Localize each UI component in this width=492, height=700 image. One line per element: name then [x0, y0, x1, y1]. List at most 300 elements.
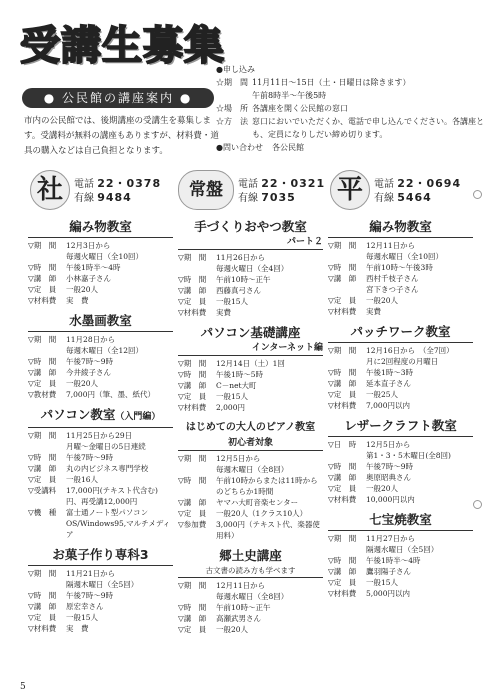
detail-label: ▽時 間 [328, 263, 357, 272]
detail-label: ▽期 間 [328, 534, 357, 543]
kominkan-header [328, 170, 473, 212]
detail-value: 円、再受講12,000円 [66, 497, 138, 506]
course-detail-row [28, 284, 173, 295]
kominkan-column [328, 170, 473, 599]
course-detail-row [28, 389, 173, 400]
course-block [328, 323, 473, 411]
course-name-text: 郷土史講座 [219, 548, 282, 563]
contact-value: 各公民館 [272, 143, 304, 152]
detail-label: ▽講 師 [28, 274, 57, 283]
detail-value: 丸の内ビジネス専門学校 [66, 464, 149, 473]
detail-label: ▽講 師 [28, 368, 57, 377]
course-detail-row [28, 334, 173, 345]
ext-label: 有線 [374, 193, 394, 204]
kominkan-mark: 社 [30, 170, 70, 210]
detail-label: ▽定 員 [28, 475, 57, 484]
course-name [28, 406, 173, 426]
course-name [28, 546, 173, 564]
detail-label: ▽講 師 [178, 381, 207, 390]
detail-value: 延本直子さん [366, 379, 411, 388]
detail-label: ▽期 間 [178, 581, 207, 590]
divider [178, 577, 323, 578]
course-detail-row [328, 544, 473, 555]
detail-label: ▽材料費 [328, 495, 357, 504]
detail-value: 12月16日から （全7回） [366, 346, 454, 355]
detail-value: 7,000円以内 [366, 401, 410, 410]
detail-label: ▽材料費 [28, 296, 57, 305]
course-detail-row [328, 240, 473, 251]
course-block [28, 546, 173, 634]
course-name [178, 218, 323, 236]
course-detail-row [178, 453, 323, 464]
course-detail-row [328, 356, 473, 367]
detail-label: ▽定 員 [328, 296, 357, 305]
apply-row-value: 窓口においでいただくか、電話で申し込んでください。各講座とも、定員になりしだい締め切ります。 [252, 117, 484, 139]
detail-label: ▽時 間 [328, 462, 357, 471]
detail-label: ▽定 員 [178, 625, 207, 634]
apply-row-value: 各講座を開く公民館の窓口 [252, 104, 348, 113]
course-detail-row [328, 472, 473, 483]
section-subtitle: ● 公民館の講座案内 ● [22, 88, 214, 108]
detail-label: ▽講 師 [178, 286, 207, 295]
detail-label: ▽講 師 [328, 567, 357, 576]
apply-row-label: ☆期 間 [216, 78, 248, 87]
ext-number: 9484 [97, 191, 132, 204]
detail-label [28, 496, 66, 507]
detail-value: 毎週火曜日（全4回） [216, 264, 289, 273]
course-block [28, 218, 173, 306]
detail-value: 午前10時からまたは11時からのどちらか1時間 [216, 476, 318, 496]
detail-value: 一般20人（1クラス10人） [216, 509, 308, 518]
detail-value: 一般20人 [366, 296, 399, 305]
apply-row-label [216, 89, 252, 102]
detail-value: 午前10時～午後3時 [366, 263, 433, 272]
course-detail-row [328, 483, 473, 494]
detail-value: 高瀬武男さん [216, 614, 261, 623]
detail-label: ▽時 間 [178, 275, 207, 284]
detail-label [28, 579, 66, 590]
divider [28, 331, 173, 332]
course-block [328, 218, 473, 317]
detail-label: ▽日 時 [328, 440, 357, 449]
detail-label: ▽材料費 [178, 403, 207, 412]
contact-row [216, 141, 486, 154]
detail-value: 12月3日から [66, 241, 111, 250]
course-detail-row [28, 485, 173, 496]
apply-row-label: ☆場 所 [216, 104, 248, 113]
course-detail-row [178, 497, 323, 508]
detail-label: ▽受講料 [28, 486, 57, 495]
detail-value: 一般25人 [366, 390, 399, 399]
course-detail-row [328, 566, 473, 577]
detail-label: ▽材料費 [178, 308, 207, 317]
detail-value: 富士通ノート型パソコン OS/Windows95,マルチメディア [66, 508, 171, 539]
detail-label: ▽定 員 [178, 509, 207, 518]
course-name [328, 218, 473, 236]
course-name [28, 312, 173, 330]
detail-label [328, 356, 366, 367]
detail-value: 7,000円（筆、墨、紙代） [66, 390, 155, 399]
course-detail-row [178, 624, 323, 635]
detail-value: ヤマハ大町音楽センター [216, 498, 299, 507]
detail-value: 5,000円以内 [366, 589, 410, 598]
course-block [328, 417, 473, 505]
ext-number: 7035 [261, 191, 296, 204]
course-detail-row [328, 533, 473, 544]
course-detail-row [28, 273, 173, 284]
detail-label [178, 591, 216, 602]
course-detail-row [28, 452, 173, 463]
apply-row [216, 89, 486, 102]
detail-value: 隔週水曜日（全5回） [366, 545, 439, 554]
detail-label: ▽期 間 [28, 431, 57, 440]
detail-value: 午後1時～5時 [216, 370, 264, 379]
course-detail-row [28, 496, 173, 507]
detail-label [28, 345, 66, 356]
course-subtitle: インターネット編 [251, 343, 323, 353]
page-number: 5 [20, 682, 26, 692]
detail-value: 実費 [216, 308, 231, 317]
detail-label: ▽講 師 [178, 498, 207, 507]
detail-value: 奥原昭典さん [366, 473, 411, 482]
course-detail-row [178, 358, 323, 369]
kominkan-header [178, 170, 326, 212]
detail-label: ▽期 間 [178, 454, 207, 463]
course-block [178, 547, 323, 635]
detail-value: 2,000円 [216, 403, 245, 412]
course-detail-row [28, 474, 173, 485]
intro-text: 市内の公民館では、後期講座の受講生を募集します。受講料が無料の講座もありますが、材料費・道具の購入などは自己負担となります。 [24, 116, 219, 156]
course-name-text: 手づくりおやつ教室 [194, 219, 307, 234]
course-detail-row [28, 568, 173, 579]
course-detail-row [328, 400, 473, 411]
detail-label: ▽時 間 [328, 556, 357, 565]
course-name [178, 547, 323, 565]
course-detail-row [178, 296, 323, 307]
course-note: 古文書の読み方も学べます [205, 566, 296, 575]
course-name [328, 511, 473, 529]
detail-label: ▽材料費 [328, 401, 357, 410]
detail-label: ▽期 間 [328, 241, 357, 250]
detail-value: 午後1時半～4時 [66, 263, 121, 272]
detail-value: 毎週火曜日（全10回） [66, 252, 144, 261]
course-detail-row [28, 612, 173, 623]
course-detail-row [28, 507, 173, 540]
course-detail-row [28, 262, 173, 273]
course-detail-row [28, 356, 173, 367]
course-name-text: パソコン基礎講座 [200, 325, 301, 340]
course-level: （入門編） [115, 412, 161, 422]
detail-label: ▽時 間 [28, 263, 57, 272]
course-block [178, 419, 323, 541]
course-detail-row [178, 391, 323, 402]
detail-value: 3,000円（テキスト代、楽器使用料） [216, 520, 320, 540]
punch-hole [473, 500, 482, 509]
detail-value: 宮下きつ子さん [366, 285, 419, 294]
detail-label: ▽時 間 [328, 368, 357, 377]
tel-label: 電話 [238, 179, 258, 190]
course-detail-row [28, 345, 173, 356]
tel-number: 22・0694 [397, 177, 462, 190]
course-name [328, 323, 473, 341]
ext-label: 有線 [238, 193, 258, 204]
detail-label: ▽講 師 [178, 614, 207, 623]
detail-value: 一般20人 [66, 379, 99, 388]
course-detail-row [178, 602, 323, 613]
apply-row-value: 11月11日～15日（土・日曜日は除きます） [252, 78, 411, 87]
course-detail-row [28, 295, 173, 306]
apply-row-value: 午前8時半～午後5時 [252, 91, 327, 100]
divider [28, 565, 173, 566]
divider [28, 427, 173, 428]
detail-value: 12月5日から [366, 440, 411, 449]
detail-value: 午後7時～9時 [66, 591, 114, 600]
detail-value: 午前10時～正午 [216, 603, 271, 612]
apply-row [216, 115, 486, 141]
course-block [28, 406, 173, 540]
detail-label: ▽時 間 [178, 476, 207, 485]
course-name-text: 七宝焼教室 [369, 512, 432, 527]
contact-label: ●問い合わせ [216, 143, 263, 152]
detail-label: ▽期 間 [28, 569, 57, 578]
course-detail-row [28, 623, 173, 634]
apply-row-label: ☆方 法 [216, 117, 248, 126]
course-block [328, 511, 473, 599]
course-name [178, 324, 323, 342]
detail-value: 毎週木曜日（全8回） [216, 465, 289, 474]
course-subtitle: パート２ [286, 237, 323, 247]
page-title: 受講生募集 [20, 23, 225, 69]
course-name [328, 417, 473, 435]
tel-number: 22・0378 [97, 177, 162, 190]
detail-label: ▽期 間 [28, 335, 57, 344]
divider [28, 237, 173, 238]
detail-label: ▽時 間 [178, 603, 207, 612]
detail-label: ▽講 師 [328, 379, 357, 388]
detail-label: ▽教材費 [28, 390, 57, 399]
detail-value: 月に2回程度の月曜日 [366, 357, 439, 366]
course-detail-row [178, 402, 323, 413]
course-detail-row [28, 590, 173, 601]
detail-value: 毎週水曜日（全8回） [216, 592, 289, 601]
tel-label: 電話 [74, 179, 94, 190]
course-name [178, 419, 323, 437]
kominkan-phone [238, 177, 325, 205]
punch-hole [473, 190, 482, 199]
detail-value: 小林嘉子さん [66, 274, 111, 283]
detail-value: 12月14日（土）1回 [216, 359, 285, 368]
divider [328, 530, 473, 531]
course-detail-row [28, 251, 173, 262]
course-detail-row [328, 555, 473, 566]
course-block [28, 312, 173, 400]
course-detail-row [328, 284, 473, 295]
tel-label: 電話 [374, 179, 394, 190]
detail-value: 西藤真弓さん [216, 286, 261, 295]
ext-number: 5464 [397, 191, 432, 204]
divider [178, 249, 323, 250]
detail-label: ▽講 師 [328, 274, 357, 283]
course-detail-row [178, 252, 323, 263]
detail-label: ▽時 間 [28, 453, 57, 462]
course-detail-row [178, 591, 323, 602]
detail-label: ▽期 間 [328, 346, 357, 355]
detail-value: 実 費 [66, 624, 89, 633]
kominkan-phone [374, 177, 461, 205]
detail-value: 午後1時半～4時 [366, 556, 421, 565]
detail-value: 隔週木曜日（全5回） [66, 580, 139, 589]
course-detail-row [28, 601, 173, 612]
detail-label: ▽定 員 [178, 297, 207, 306]
course-detail-row [328, 494, 473, 505]
course-name-text: お菓子作り専科3 [52, 547, 149, 562]
detail-label: ▽定 員 [178, 392, 207, 401]
apply-heading: ●申し込み [216, 65, 255, 74]
detail-value: 月曜～金曜日の5日連続 [66, 442, 146, 451]
detail-label: ▽期 間 [28, 241, 57, 250]
course-detail-row [328, 439, 473, 450]
detail-label: ▽材料費 [328, 589, 357, 598]
kominkan-mark: 常盤 [178, 170, 234, 210]
detail-label: ▽定 員 [28, 285, 57, 294]
course-detail-row [328, 378, 473, 389]
detail-label [328, 284, 366, 295]
detail-value: 午後1時～3時 [366, 368, 414, 377]
course-detail-row [328, 295, 473, 306]
detail-value: 12月5日から [216, 454, 261, 463]
detail-value: 11月26日から [216, 253, 266, 262]
course-detail-row [328, 251, 473, 262]
course-block [178, 218, 323, 318]
course-detail-row [328, 273, 473, 284]
detail-label: ▽機 種 [28, 508, 57, 517]
detail-value: 毎週木曜日（全12回） [66, 346, 144, 355]
course-detail-row [328, 588, 473, 599]
detail-value: 午後7時～9時 [366, 462, 414, 471]
kominkan-column [28, 170, 173, 634]
detail-value: 実費 [366, 307, 381, 316]
detail-value: 一般15人 [66, 613, 99, 622]
detail-label: ▽講 師 [28, 464, 57, 473]
course-detail-row [178, 369, 323, 380]
detail-value: 第1・3・5木曜日(全8回) [366, 451, 451, 460]
apply-row [216, 102, 486, 115]
course-name-text: 編み物教室 [69, 219, 132, 234]
detail-value: 一般20人 [216, 625, 249, 634]
course-detail-row [178, 380, 323, 391]
course-detail-row [328, 345, 473, 356]
course-name [28, 218, 173, 236]
course-detail-row [328, 262, 473, 273]
detail-value: 原宏幸さん [66, 602, 104, 611]
ext-label: 有線 [74, 193, 94, 204]
detail-value: 一般15人 [216, 392, 249, 401]
detail-value: 11月25日から29日 [66, 431, 133, 440]
course-detail-row [328, 461, 473, 472]
divider [178, 355, 323, 356]
apply-row [216, 76, 486, 89]
detail-label [328, 251, 366, 262]
detail-value: 午前10時～正午 [216, 275, 271, 284]
course-name-text: パソコン教室 [40, 407, 116, 422]
detail-value: 鷹羽陽子さん [366, 567, 411, 576]
course-subtitle: 初心者対象 [227, 438, 273, 448]
course-detail-row [28, 378, 173, 389]
course-detail-row [328, 306, 473, 317]
course-detail-row [28, 240, 173, 251]
detail-value: C－net大町 [216, 381, 257, 390]
detail-value: 毎週水曜日（全10回） [366, 252, 444, 261]
detail-value: 一般20人 [366, 484, 399, 493]
detail-value: 午後7時～9時 [66, 357, 114, 366]
course-block [178, 324, 323, 413]
detail-value: 11月21日から [66, 569, 116, 578]
detail-value: 17,000円(テキスト代含む) [66, 486, 158, 495]
divider [328, 342, 473, 343]
detail-label: ▽講 師 [28, 602, 57, 611]
detail-value: 午後7時～9時 [66, 453, 114, 462]
detail-label: ▽定 員 [28, 379, 57, 388]
course-detail-row [178, 464, 323, 475]
detail-value: 11月28日から [66, 335, 116, 344]
detail-label: ▽時 間 [28, 357, 57, 366]
detail-label: ▽講 師 [328, 473, 357, 482]
detail-label [28, 251, 66, 262]
course-detail-row [178, 519, 323, 541]
kominkan-phone [74, 177, 161, 205]
course-detail-row [178, 580, 323, 591]
detail-label [328, 450, 366, 461]
detail-value: 今井綾子さん [66, 368, 111, 377]
course-detail-row [328, 577, 473, 588]
course-name-text: レザークラフト教室 [344, 418, 457, 433]
detail-label: ▽時 間 [178, 370, 207, 379]
course-detail-row [328, 367, 473, 378]
divider [328, 237, 473, 238]
detail-label: ▽期 間 [178, 253, 207, 262]
kominkan-mark: 平 [330, 170, 370, 210]
detail-label: ▽定 員 [328, 390, 357, 399]
course-name-text: 水墨画教室 [69, 313, 132, 328]
course-name-text: パッチワーク教室 [350, 324, 451, 339]
kominkan-column [178, 170, 326, 635]
course-detail-row [28, 430, 173, 441]
divider [178, 450, 323, 451]
kominkan-header [28, 170, 173, 212]
detail-value: 12月11日から [216, 581, 266, 590]
detail-value: 一般20人 [66, 285, 99, 294]
course-detail-row [178, 475, 323, 497]
detail-label: ▽材料費 [328, 307, 357, 316]
detail-value: 一般15人 [366, 578, 399, 587]
course-detail-row [178, 307, 323, 318]
course-detail-row [28, 441, 173, 452]
detail-value: 10,000円以内 [366, 495, 415, 504]
course-detail-row [328, 389, 473, 400]
tel-number: 22・0321 [261, 177, 326, 190]
detail-value: 一般16人 [66, 475, 99, 484]
detail-value: 一般15人 [216, 297, 249, 306]
detail-label [178, 263, 216, 274]
course-detail-row [328, 450, 473, 461]
divider [328, 436, 473, 437]
course-detail-row [178, 508, 323, 519]
detail-label: ▽定 員 [28, 613, 57, 622]
detail-label [28, 441, 66, 452]
detail-label: ▽参加費 [178, 520, 207, 529]
application-info [216, 63, 486, 154]
course-detail-row [178, 613, 323, 624]
